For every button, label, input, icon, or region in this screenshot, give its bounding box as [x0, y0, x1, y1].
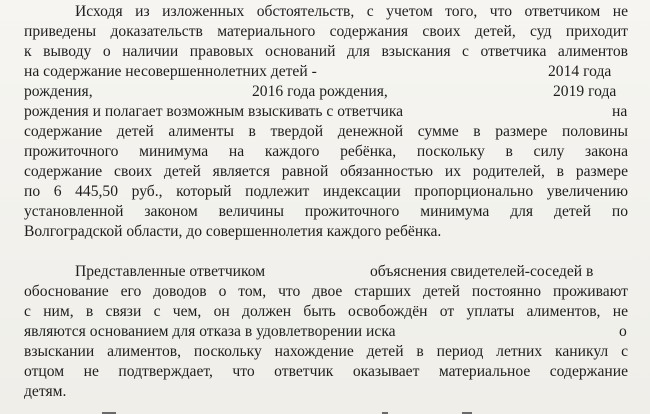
p1-line-5 — [24, 82, 628, 102]
p1-line-5-year: 2019 года — [553, 83, 617, 100]
p1-line-3: к выводу о наличии правовых оснований для взыскания с ответчика алиментов — [24, 43, 628, 60]
p2-line-1-text: Представленные ответчиком — [75, 263, 266, 280]
p1-line-4 — [24, 62, 628, 82]
p2-line-2: обоснование его доводов о том, что двое старших детей постоянно проживают — [24, 283, 628, 300]
p1-line-5-text: рождения, — [24, 83, 93, 100]
p2-line-4-text: являются основанием для отказа в удовлетворении иска — [24, 323, 396, 340]
p1-line-7: содержание детей алименты в твердой денежной сумме в размере половины — [24, 123, 628, 140]
p1-line-10: по 6 445,50 руб., который подлежит индексации пропорционально увеличению — [24, 183, 628, 200]
p1-line-12: Волгоградской области, до совершеннолетия каждого ребёнка. — [24, 223, 442, 240]
p2-line-6: отцом не подтверждает, что ответчик оказывает материальное содержание — [24, 363, 628, 380]
p2-line-1 — [75, 262, 628, 282]
p2-line-7: детям. — [24, 383, 67, 400]
p1-line-5-middle: 2016 года рождения, — [252, 83, 388, 100]
p1-line-11: установленной законом величины прожиточного минимума для детей по — [24, 203, 628, 220]
p1-line-6 — [24, 102, 628, 122]
p1-line-6-end: на — [612, 103, 628, 120]
p1-line-4-text: на содержание несовершеннолетних детей - — [24, 63, 317, 80]
p2-line-3: с ним, в связи с чем, он должен быть освобождён от уплаты алиментов, не — [24, 303, 628, 320]
p1-line-4-year: 2014 года — [548, 63, 612, 80]
p1-line-1: Исходя из изложенных обстоятельств, с учетом того, что ответчиком не — [75, 3, 628, 20]
cropped-next-line — [24, 404, 628, 414]
p2-line-4 — [24, 322, 628, 342]
p1-line-9: содержание своих детей является равной обязанностью их родителей, в размере — [24, 163, 628, 180]
p1-line-6-text: рождения и полагает возможным взыскивать с ответчика — [24, 103, 404, 120]
p2-line-4-end: о — [619, 323, 627, 340]
p2-line-1-end: объяснения свидетелей-соседей в — [370, 263, 594, 280]
p2-line-5: взыскании алиментов, поскольку нахождение детей в период летних каникул с — [24, 343, 628, 360]
p1-line-2: приведены доказательств материального содержания своих детей, суд приходит — [24, 23, 628, 40]
p1-line-8: прожиточного минимума на каждого ребёнка, поскольку в силу закона — [24, 143, 628, 160]
